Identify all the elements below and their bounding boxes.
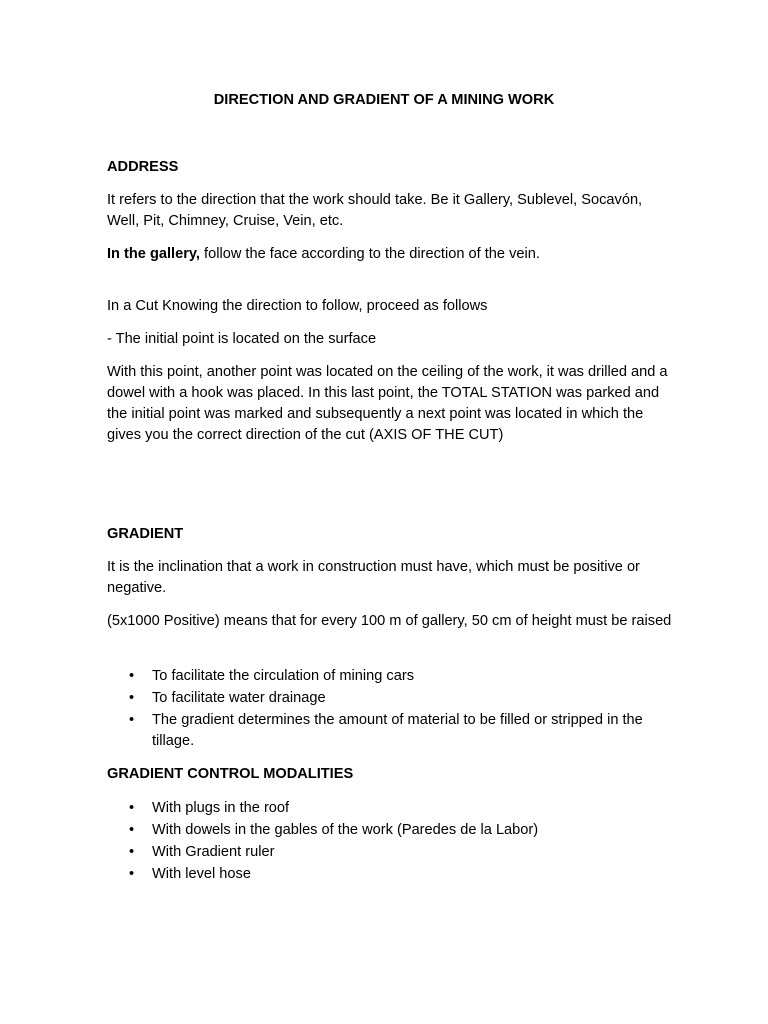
list-item [107, 710, 672, 752]
list-item [107, 688, 672, 709]
bullet-icon: • [129, 690, 135, 706]
address-paragraph-cut: In a Cut Knowing the direction to follow, proceed as follows [107, 298, 488, 314]
list-item-text: With dowels in the gables of the work (Paredes de la Labor) [152, 822, 539, 838]
address-heading: ADDRESS [107, 159, 179, 175]
bullet-icon: • [129, 800, 135, 816]
address-paragraph-initial-point: - The initial point is located on the surface [107, 331, 377, 347]
address-paragraph-total-station: With this point, another point was located on the ceiling of the work, it was drilled and a dowel with a hook was placed. In this last point, the TOTAL STATION was parked and the initial point was marked and subsequently a next point was located in which the gives you the correct direction of the cut (AXIS OF THE CUT) [107, 364, 668, 443]
gallery-rest-text: follow the face according to the direction of the vein. [200, 246, 540, 262]
list-item [107, 820, 672, 841]
list-item-text: To facilitate water drainage [152, 690, 326, 706]
list-item [107, 864, 672, 885]
gradient-heading: GRADIENT [107, 526, 184, 542]
gradient-paragraph-2: (5x1000 Positive) means that for every 100 m of gallery, 50 cm of height must be raised [107, 613, 672, 629]
gallery-bold-lead: In the gallery, [107, 246, 200, 262]
address-paragraph-gallery [107, 244, 672, 265]
list-item-text: With Gradient ruler [152, 844, 275, 860]
bullet-icon: • [129, 866, 135, 882]
list-item [107, 666, 672, 687]
list-item-text: To facilitate the circulation of mining cars [152, 668, 414, 684]
list-item-text: With plugs in the roof [152, 800, 290, 816]
bullet-icon: • [129, 668, 135, 684]
modalities-heading: GRADIENT CONTROL MODALITIES [107, 766, 354, 782]
list-item-text: The gradient determines the amount of material to be filled or stripped in the tillage. [152, 712, 643, 749]
modalities-bullet-list [107, 798, 672, 886]
bullet-icon: • [129, 844, 135, 860]
document-title: DIRECTION AND GRADIENT OF A MINING WORK [213, 92, 555, 108]
list-item [107, 798, 672, 819]
gradient-bullet-list [107, 666, 672, 753]
bullet-icon: • [129, 822, 135, 838]
list-item-text: With level hose [152, 866, 251, 882]
address-paragraph-1: It refers to the direction that the work should take. Be it Gallery, Sublevel, Socavón, Well, Pit, Chimney, Cruise, Vein, etc. [107, 192, 643, 229]
bullet-icon: • [129, 712, 135, 728]
gradient-paragraph-1: It is the inclination that a work in construction must have, which must be positive or negative. [107, 559, 640, 596]
list-item [107, 842, 672, 863]
